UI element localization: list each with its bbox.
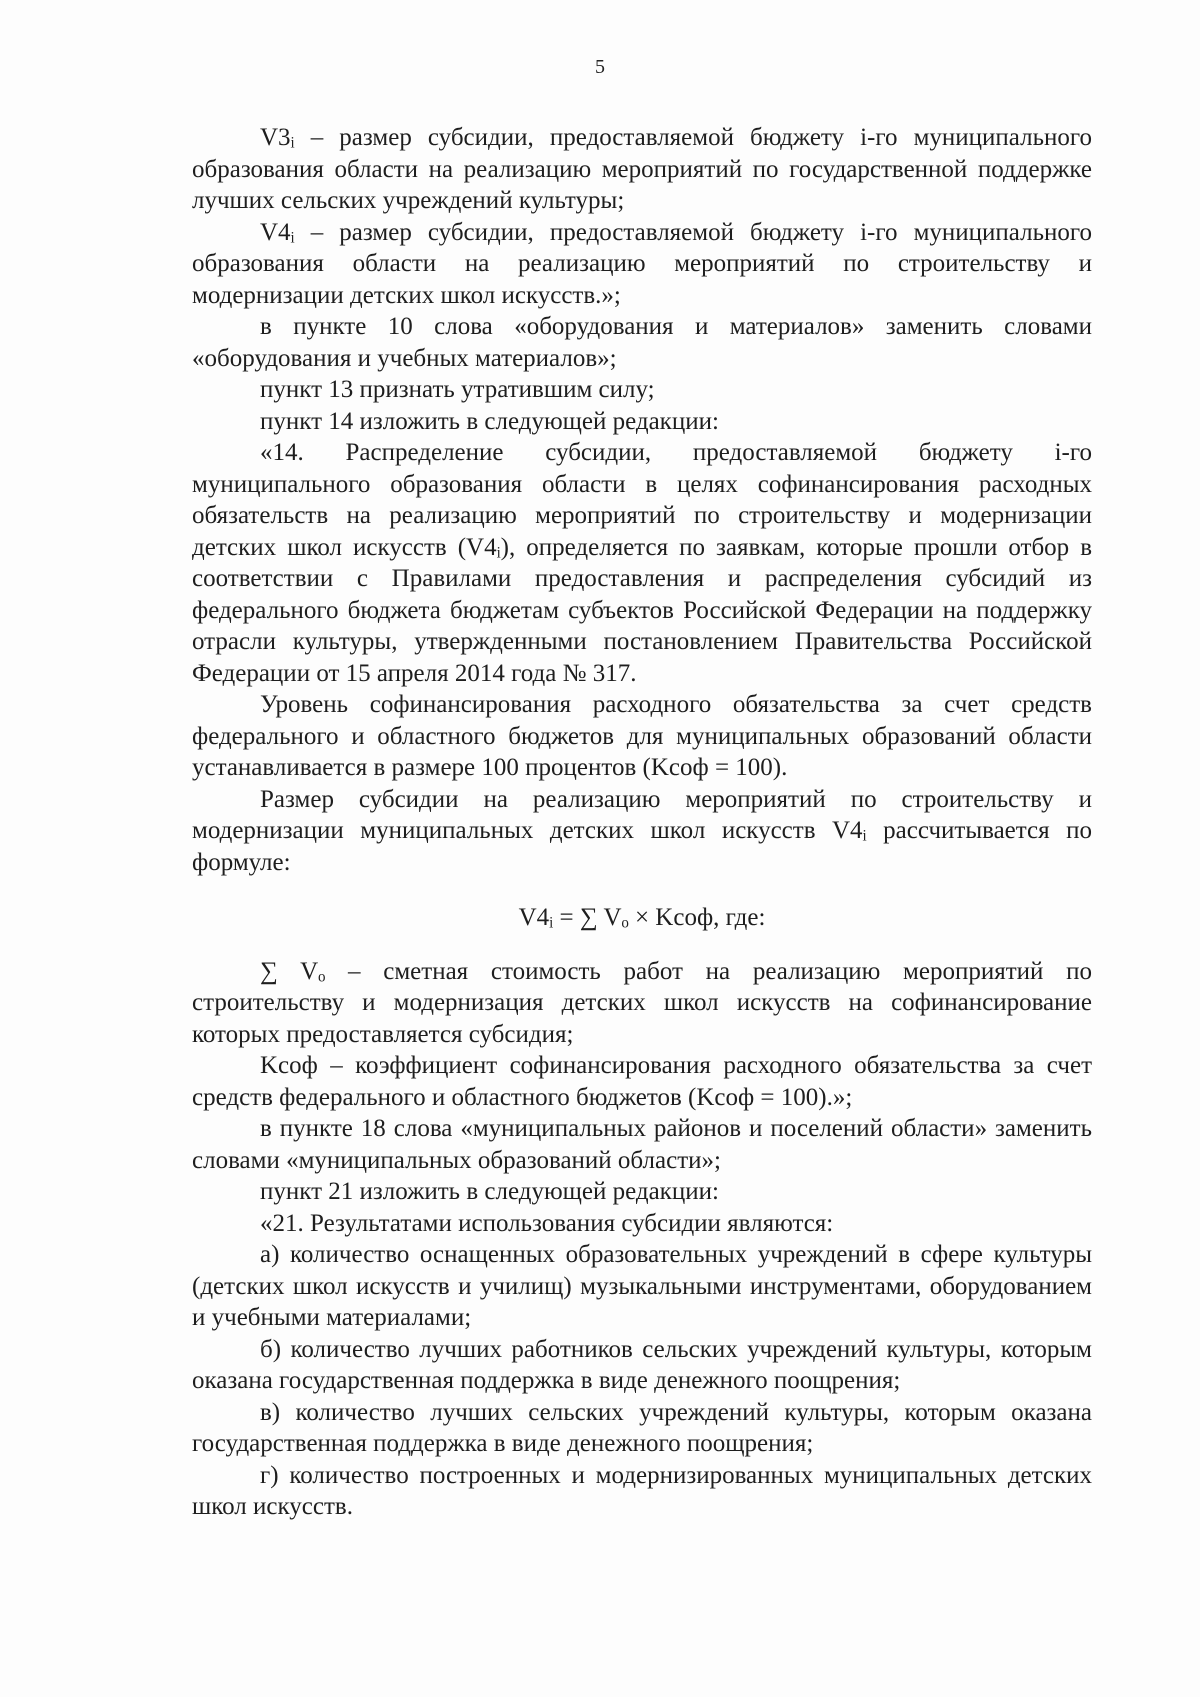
paragraph-k-definition: Kсоф – коэффициент софинансирования расходного обязательства за счет средств федерального и областного бюджетов (Kсоф = 100).»;	[192, 1052, 1092, 1111]
paragraph-v3-definition: V3ᵢ – размер субсидии, предоставляемой бюджету i-го муниципального образования области на реализацию мероприятий по государственной поддержке лучших сельских учреждений культуры;	[192, 124, 1092, 214]
paragraph-v4-definition: V4ᵢ – размер субсидии, предоставляемой бюджету i-го муниципального образования области на реализацию мероприятий по строительству и модернизации детских школ искусств.»;	[192, 218, 1092, 309]
paragraph-cofinancing-level: Уровень софинансирования расходного обязательства за счет средств федерального и областного бюджетов для муниципальных образований области устанавливается в размере 100 процентов (Kсоф = 100).	[192, 691, 1092, 781]
list-item-a: а) количество оснащенных образовательных учреждений в сфере культуры (детских школ искусств и училищ) музыкальными инструментами, оборудованием и учебными материалами;	[192, 1241, 1092, 1331]
paragraph-item-18: в пункте 18 слова «муниципальных районов и поселений области» заменить словами «муниципальных образований области»;	[192, 1115, 1092, 1174]
paragraph-item-14-intro: пункт 14 изложить в следующей редакции:	[260, 407, 719, 435]
paragraph-sum-definition: ∑ Vₒ – сметная стоимость работ на реализацию мероприятий по строительству и модернизация детских школ искусств на софинансирование которых предоставляется субсидия;	[192, 957, 1092, 1048]
page-number: 5	[595, 56, 605, 78]
paragraph-item-21-text: «21. Результатами использования субсидии являются:	[260, 1209, 834, 1237]
list-item-v: в) количество лучших сельских учреждений культуры, которым оказана государственная поддержка в виде денежного поощрения;	[192, 1398, 1092, 1457]
paragraph-item-13: пункт 13 признать утратившим силу;	[260, 376, 655, 403]
paragraph-item-14-text: «14. Распределение субсидии, предоставляемой бюджету i-го муниципального образования области в целях софинансирования расходных обязательств на реализацию мероприятий по строительству и модернизации детских школ искусств (V4ᵢ), определяется по заявкам, которые прошли отбор в соответствии с Правилами предоставления и распределения субсидий из федерального бюджета бюджетам субъектов Российской Федерации на поддержку отрасли культуры, утвержденными постановлением Правительства Российской Федерации от 15 апреля 2014 года № 317.	[192, 439, 1092, 687]
paragraph-item-10: в пункте 10 слова «оборудования и материалов» заменить словами «оборудования и учебных материалов»;	[192, 313, 1092, 372]
paragraph-subsidy-size: Размер субсидии на реализацию мероприятий по строительству и модернизации муниципальных детских школ искусств V4ᵢ рассчитывается по формуле:	[192, 785, 1092, 876]
paragraph-item-21-intro: пункт 21 изложить в следующей редакции:	[260, 1178, 719, 1205]
list-item-b: б) количество лучших работников сельских учреждений культуры, которым оказана государственная поддержка в виде денежного поощрения;	[192, 1335, 1092, 1394]
list-item-g: г) количество построенных и модернизированных муниципальных детских школ искусств.	[192, 1461, 1092, 1520]
formula: V4ᵢ = ∑ Vₒ × Kсоф, где:	[518, 904, 766, 931]
document-body	[192, 122, 1092, 1523]
